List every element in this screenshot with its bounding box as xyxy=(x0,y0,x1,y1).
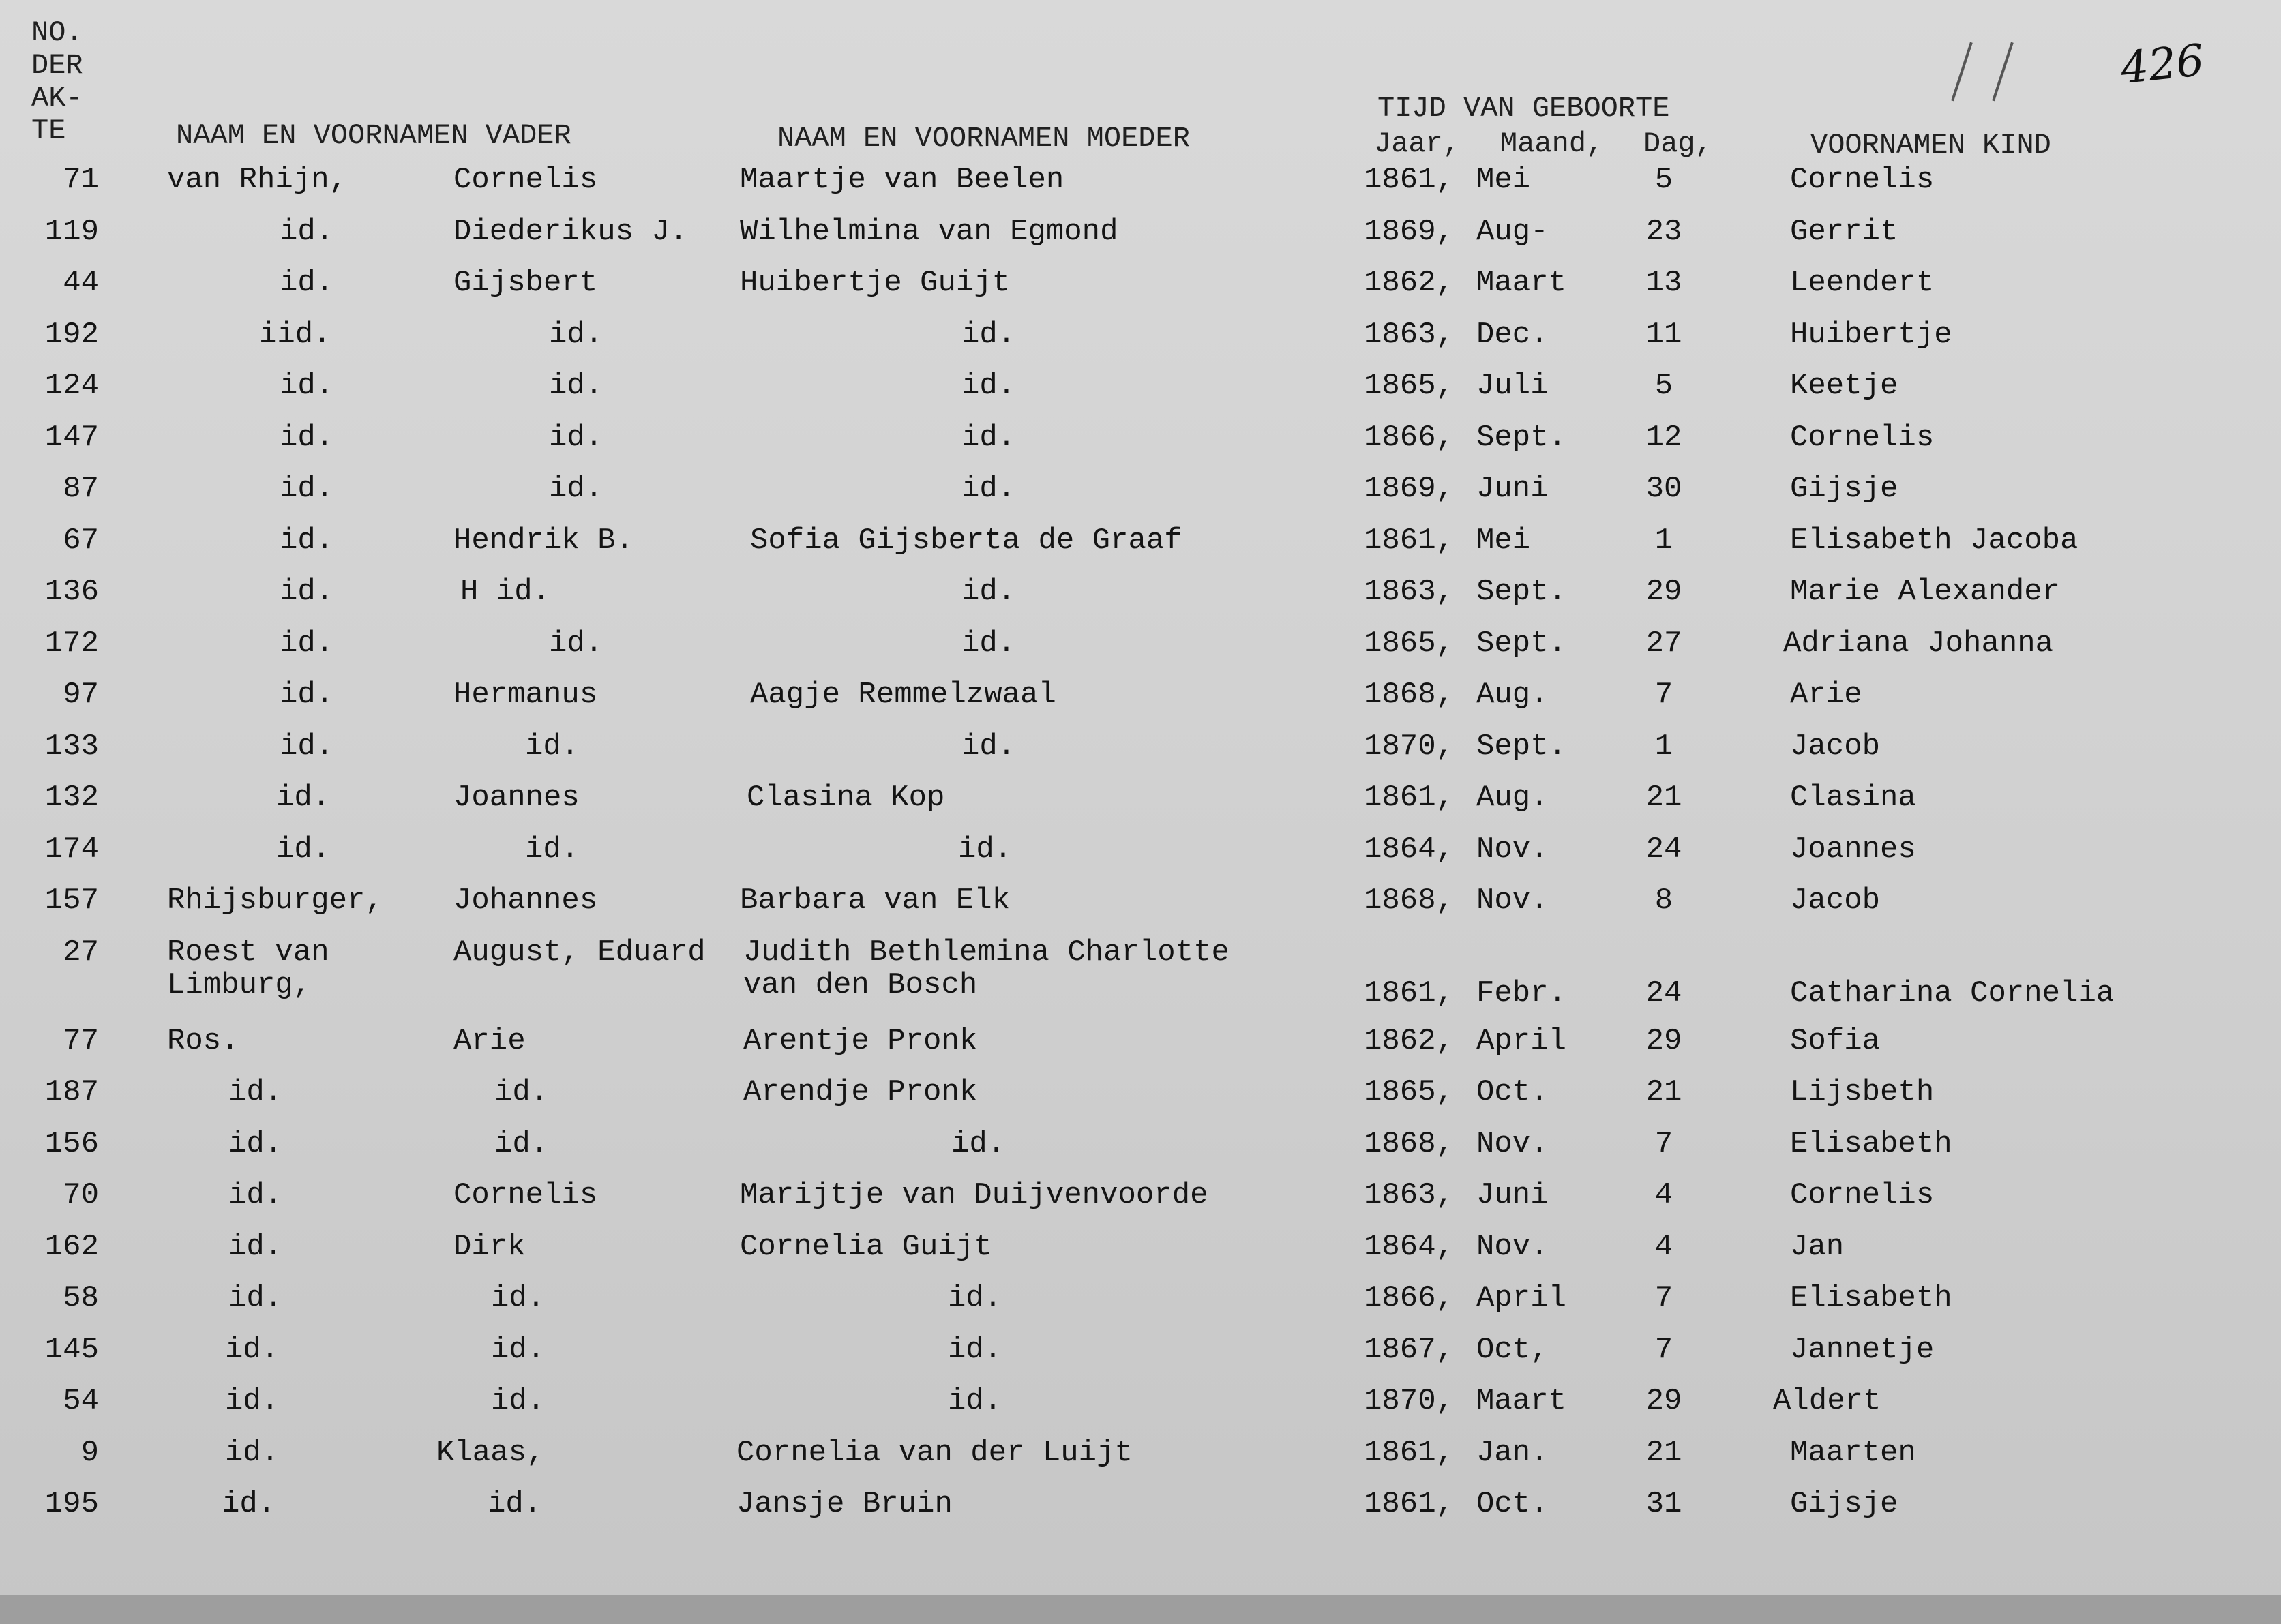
mother-name: Jansje Bruin xyxy=(736,1487,953,1521)
birth-day: 5 xyxy=(1654,369,1673,403)
child-firstname: Cornelis xyxy=(1790,1178,1935,1212)
father-surname: id. xyxy=(280,266,334,300)
header-no-line: NO. xyxy=(31,16,83,49)
birth-year: 1861, xyxy=(1364,523,1455,558)
birth-month: Nov. xyxy=(1476,1126,1549,1161)
header-voornamen-kind: VOORNAMEN KIND xyxy=(1810,129,2051,162)
mother-name: Barbara van Elk xyxy=(740,884,1011,918)
father-firstname: id. xyxy=(494,1075,549,1109)
father-surname: id. xyxy=(280,729,334,764)
father-firstname: id. xyxy=(494,1126,549,1161)
akte-number: 27 xyxy=(63,935,99,969)
birth-day: 7 xyxy=(1654,1332,1673,1367)
child-firstname: Adriana Johanna xyxy=(1783,626,2054,661)
header-no-line: TE xyxy=(31,115,66,147)
akte-number: 77 xyxy=(63,1023,99,1058)
birth-year: 1869, xyxy=(1364,472,1455,506)
pencil-mark xyxy=(1951,42,1973,102)
child-firstname: Keetje xyxy=(1790,369,1898,403)
father-firstname: August, Eduard xyxy=(453,935,706,969)
birth-month: Mei xyxy=(1476,523,1531,558)
birth-day: 21 xyxy=(1645,1435,1682,1470)
mother-name: id. xyxy=(961,369,1016,403)
father-firstname: Joannes xyxy=(453,781,580,815)
table-row xyxy=(0,575,2281,627)
akte-number: 87 xyxy=(63,472,99,506)
page-number: 426 xyxy=(2118,35,2207,95)
mother-name: id. xyxy=(948,1281,1002,1315)
table-row xyxy=(0,524,2281,576)
akte-number: 70 xyxy=(63,1178,99,1212)
birth-month: Jan. xyxy=(1476,1435,1549,1470)
birth-month: Sept. xyxy=(1476,420,1567,455)
birth-day: 11 xyxy=(1645,317,1682,352)
akte-number: 67 xyxy=(63,523,99,558)
birth-month: Dec. xyxy=(1476,317,1549,352)
bottom-edge xyxy=(0,1595,2281,1624)
child-firstname: Gijsje xyxy=(1790,472,1898,506)
akte-number: 58 xyxy=(63,1281,99,1315)
father-firstname: id. xyxy=(549,420,603,455)
father-surname: id. xyxy=(276,781,331,815)
mother-name: id. xyxy=(961,420,1016,455)
table-row xyxy=(0,267,2281,318)
father-surname: id. xyxy=(222,1487,276,1521)
header-vader: NAAM EN VOORNAMEN VADER xyxy=(176,119,571,152)
table-row xyxy=(0,936,2281,1025)
mother-name: Cornelia Guijt xyxy=(740,1229,992,1264)
father-firstname: id. xyxy=(525,832,580,867)
father-surname: id. xyxy=(225,1332,280,1367)
father-surname: id. xyxy=(280,472,334,506)
child-firstname: Sofia xyxy=(1790,1023,1881,1058)
father-firstname: id. xyxy=(549,472,603,506)
header-jaar: Jaar, xyxy=(1374,127,1461,160)
mother-name: Wilhelmina van Egmond xyxy=(740,214,1118,249)
father-firstname: H id. xyxy=(460,575,551,609)
birth-year: 1861, xyxy=(1364,781,1455,815)
father-surname: Ros. xyxy=(167,1023,239,1058)
mother-name: id. xyxy=(951,1126,1006,1161)
father-surname-line: Limburg, xyxy=(167,967,312,1002)
akte-number: 195 xyxy=(44,1487,99,1521)
child-firstname: Huibertje xyxy=(1790,317,1952,352)
mother-name: Sofia Gijsberta de Graaf xyxy=(750,523,1182,558)
akte-number: 97 xyxy=(63,678,99,712)
birth-month: April xyxy=(1476,1281,1567,1315)
birth-day: 7 xyxy=(1654,1126,1673,1161)
birth-year: 1862, xyxy=(1364,266,1455,300)
table-row xyxy=(0,164,2281,215)
birth-year: 1863, xyxy=(1364,317,1455,352)
father-surname: iid. xyxy=(259,317,331,352)
father-firstname: id. xyxy=(488,1487,542,1521)
birth-year: 1861, xyxy=(1364,976,1455,1010)
akte-number: 192 xyxy=(44,317,99,352)
table-row xyxy=(0,1334,2281,1385)
father-surname: id. xyxy=(280,214,334,249)
table-row xyxy=(0,370,2281,421)
birth-day: 21 xyxy=(1645,1075,1682,1109)
birth-day: 7 xyxy=(1654,678,1673,712)
akte-number: 54 xyxy=(63,1384,99,1418)
child-firstname: Jacob xyxy=(1790,884,1881,918)
birth-month: Oct, xyxy=(1476,1332,1549,1367)
birth-month: Nov. xyxy=(1476,884,1549,918)
akte-number: 147 xyxy=(44,420,99,455)
akte-number: 145 xyxy=(44,1332,99,1367)
birth-year: 1866, xyxy=(1364,1281,1455,1315)
birth-month: Juli xyxy=(1476,369,1549,403)
child-firstname: Cornelis xyxy=(1790,420,1935,455)
child-firstname: Catharina Cornelia xyxy=(1790,976,2115,1010)
table-row xyxy=(0,1076,2281,1128)
pencil-mark xyxy=(1992,42,2014,102)
mother-name: id. xyxy=(948,1332,1002,1367)
birth-day: 1 xyxy=(1654,523,1673,558)
father-firstname: Arie xyxy=(453,1023,526,1058)
birth-month: Aug. xyxy=(1476,781,1549,815)
birth-day: 29 xyxy=(1645,1384,1682,1418)
father-firstname: Gijsbert xyxy=(453,266,598,300)
child-firstname: Gijsje xyxy=(1790,1487,1898,1521)
father-surname: id. xyxy=(280,626,334,661)
child-firstname: Elisabeth Jacoba xyxy=(1790,523,2078,558)
child-firstname: Elisabeth xyxy=(1790,1281,1952,1315)
mother-name: Huibertje Guijt xyxy=(740,266,1011,300)
birth-month: Nov. xyxy=(1476,1229,1549,1264)
birth-month: Maart xyxy=(1476,266,1567,300)
akte-number: 9 xyxy=(80,1435,99,1470)
father-surname xyxy=(167,936,329,1002)
birth-year: 1861, xyxy=(1364,1435,1455,1470)
header-dag: Dag, xyxy=(1643,127,1712,160)
birth-day: 27 xyxy=(1645,626,1682,661)
birth-year: 1869, xyxy=(1364,214,1455,249)
birth-year: 1861, xyxy=(1364,163,1455,197)
birth-year: 1862, xyxy=(1364,1023,1455,1058)
akte-number: 136 xyxy=(44,575,99,609)
birth-year: 1864, xyxy=(1364,1229,1455,1264)
father-surname: van Rhijn, xyxy=(167,163,348,197)
birth-day: 8 xyxy=(1654,884,1673,918)
child-firstname: Aldert xyxy=(1773,1384,1881,1418)
father-surname: id. xyxy=(228,1126,283,1161)
header-moeder: NAAM EN VOORNAMEN MOEDER xyxy=(777,122,1190,155)
header-no-line: AK- xyxy=(31,82,83,115)
akte-number: 157 xyxy=(44,884,99,918)
header-tijd-van-geboorte: TIJD VAN GEBOORTE xyxy=(1377,92,1670,125)
father-surname: id. xyxy=(225,1384,280,1418)
mother-name: id. xyxy=(958,832,1013,867)
table-row xyxy=(0,884,2281,936)
mother-name: id. xyxy=(948,1384,1002,1418)
father-firstname: id. xyxy=(491,1281,546,1315)
father-surname: id. xyxy=(280,420,334,455)
father-firstname: id. xyxy=(549,317,603,352)
table-row xyxy=(0,1282,2281,1334)
table-row xyxy=(0,472,2281,524)
birth-year: 1866, xyxy=(1364,420,1455,455)
mother-name-line: Judith Bethlemina Charlotte xyxy=(743,935,1229,969)
birth-day: 21 xyxy=(1645,781,1682,815)
birth-month: Oct. xyxy=(1476,1487,1549,1521)
table-row xyxy=(0,215,2281,267)
birth-month: Sept. xyxy=(1476,626,1567,661)
birth-month: April xyxy=(1476,1023,1567,1058)
father-firstname: Hermanus xyxy=(453,678,598,712)
table-row xyxy=(0,1128,2281,1179)
mother-name: Marijtje van Duijvenvoorde xyxy=(740,1178,1208,1212)
birth-month: Maart xyxy=(1476,1384,1567,1418)
father-firstname: Dirk xyxy=(453,1229,526,1264)
father-surname: Rhijsburger, xyxy=(167,884,383,918)
birth-day: 24 xyxy=(1645,832,1682,867)
akte-number: 132 xyxy=(44,781,99,815)
table-row xyxy=(0,781,2281,833)
child-firstname: Jannetje xyxy=(1790,1332,1935,1367)
birth-month: Oct. xyxy=(1476,1075,1549,1109)
child-firstname: Jan xyxy=(1790,1229,1845,1264)
birth-year: 1863, xyxy=(1364,1178,1455,1212)
birth-year: 1868, xyxy=(1364,884,1455,918)
birth-month: Juni xyxy=(1476,472,1549,506)
birth-month: Sept. xyxy=(1476,729,1567,764)
father-firstname: id. xyxy=(491,1332,546,1367)
birth-day: 23 xyxy=(1645,214,1682,249)
birth-day: 1 xyxy=(1654,729,1673,764)
birth-month: Sept. xyxy=(1476,575,1567,609)
table-row xyxy=(0,678,2281,730)
mother-name: id. xyxy=(961,729,1016,764)
father-surname: id. xyxy=(228,1178,283,1212)
father-firstname: id. xyxy=(549,626,603,661)
child-firstname: Joannes xyxy=(1790,832,1916,867)
birth-year: 1867, xyxy=(1364,1332,1455,1367)
table-row xyxy=(0,1437,2281,1488)
birth-year: 1868, xyxy=(1364,1126,1455,1161)
birth-year: 1861, xyxy=(1364,1487,1455,1521)
father-firstname: Cornelis xyxy=(453,163,598,197)
mother-name: Arentje Pronk xyxy=(743,1023,978,1058)
table-row xyxy=(0,1179,2281,1231)
birth-month: Aug- xyxy=(1476,214,1549,249)
birth-year: 1864, xyxy=(1364,832,1455,867)
table-row xyxy=(0,1231,2281,1282)
akte-number: 133 xyxy=(44,729,99,764)
header-akte-number xyxy=(31,16,113,147)
child-firstname: Clasina xyxy=(1790,781,1916,815)
mother-name: Cornelia van der Luijt xyxy=(736,1435,1133,1470)
birth-year: 1865, xyxy=(1364,626,1455,661)
father-surname: id. xyxy=(280,523,334,558)
birth-day: 4 xyxy=(1654,1178,1673,1212)
birth-month: Aug. xyxy=(1476,678,1549,712)
header-maand: Maand, xyxy=(1500,127,1604,160)
father-firstname: id. xyxy=(491,1384,546,1418)
father-firstname: Johannes xyxy=(453,884,598,918)
father-surname: id. xyxy=(228,1281,283,1315)
birth-year: 1870, xyxy=(1364,1384,1455,1418)
akte-number: 187 xyxy=(44,1075,99,1109)
birth-year: 1865, xyxy=(1364,1075,1455,1109)
birth-day: 29 xyxy=(1645,1023,1682,1058)
table-row xyxy=(0,627,2281,679)
akte-number: 174 xyxy=(44,832,99,867)
birth-month: Juni xyxy=(1476,1178,1549,1212)
father-surname: id. xyxy=(280,678,334,712)
birth-month: Febr. xyxy=(1476,976,1567,1010)
akte-number: 124 xyxy=(44,369,99,403)
table-row xyxy=(0,1385,2281,1437)
mother-name: Aagje Remmelzwaal xyxy=(750,678,1056,712)
mother-name: id. xyxy=(961,472,1016,506)
father-surname: id. xyxy=(228,1075,283,1109)
birth-day: 24 xyxy=(1645,976,1682,1010)
table-row xyxy=(0,421,2281,473)
father-surname: id. xyxy=(276,832,331,867)
child-firstname: Cornelis xyxy=(1790,163,1935,197)
birth-year: 1865, xyxy=(1364,369,1455,403)
birth-day: 30 xyxy=(1645,472,1682,506)
birth-day: 31 xyxy=(1645,1487,1682,1521)
mother-name: Maartje van Beelen xyxy=(740,163,1064,197)
akte-number: 44 xyxy=(63,266,99,300)
father-firstname: Hendrik B. xyxy=(453,523,634,558)
table-row xyxy=(0,318,2281,370)
mother-name: Arendje Pronk xyxy=(743,1075,978,1109)
child-firstname: Gerrit xyxy=(1790,214,1898,249)
father-firstname: id. xyxy=(525,729,580,764)
birth-day: 7 xyxy=(1654,1281,1673,1315)
akte-number: 156 xyxy=(44,1126,99,1161)
header-no-line: DER xyxy=(31,49,83,82)
child-firstname: Lijsbeth xyxy=(1790,1075,1935,1109)
mother-name: id. xyxy=(961,317,1016,352)
birth-year: 1868, xyxy=(1364,678,1455,712)
father-surname: id. xyxy=(280,369,334,403)
akte-number: 119 xyxy=(44,214,99,249)
mother-name xyxy=(743,936,1229,1002)
akte-number: 71 xyxy=(63,163,99,197)
mother-name: id. xyxy=(961,626,1016,661)
birth-year: 1870, xyxy=(1364,729,1455,764)
father-firstname: id. xyxy=(549,369,603,403)
birth-day: 12 xyxy=(1645,420,1682,455)
father-firstname: Klaas, xyxy=(436,1435,545,1470)
akte-number: 172 xyxy=(44,626,99,661)
child-firstname: Arie xyxy=(1790,678,1862,712)
table-row xyxy=(0,730,2281,782)
father-surname: id. xyxy=(225,1435,280,1470)
table-row xyxy=(0,1488,2281,1539)
child-firstname: Maarten xyxy=(1790,1435,1916,1470)
birth-day: 5 xyxy=(1654,163,1673,197)
mother-name: id. xyxy=(961,575,1016,609)
mother-name-line: van den Bosch xyxy=(743,967,978,1002)
register-rows xyxy=(0,164,2281,1539)
child-firstname: Elisabeth xyxy=(1790,1126,1952,1161)
mother-name: Clasina Kop xyxy=(747,781,945,815)
child-firstname: Leendert xyxy=(1790,266,1935,300)
birth-day: 4 xyxy=(1654,1229,1673,1264)
father-surname: id. xyxy=(228,1229,283,1264)
birth-month: Mei xyxy=(1476,163,1531,197)
father-surname-line: Roest van xyxy=(167,935,329,969)
birth-month: Nov. xyxy=(1476,832,1549,867)
table-row xyxy=(0,833,2281,885)
father-firstname: Diederikus J. xyxy=(453,214,688,249)
birth-day: 13 xyxy=(1645,266,1682,300)
father-surname: id. xyxy=(280,575,334,609)
birth-year: 1863, xyxy=(1364,575,1455,609)
child-firstname: Jacob xyxy=(1790,729,1881,764)
child-firstname: Marie Alexander xyxy=(1790,575,2061,609)
birth-day: 29 xyxy=(1645,575,1682,609)
akte-number: 162 xyxy=(44,1229,99,1264)
table-row xyxy=(0,1025,2281,1077)
father-firstname: Cornelis xyxy=(453,1178,598,1212)
